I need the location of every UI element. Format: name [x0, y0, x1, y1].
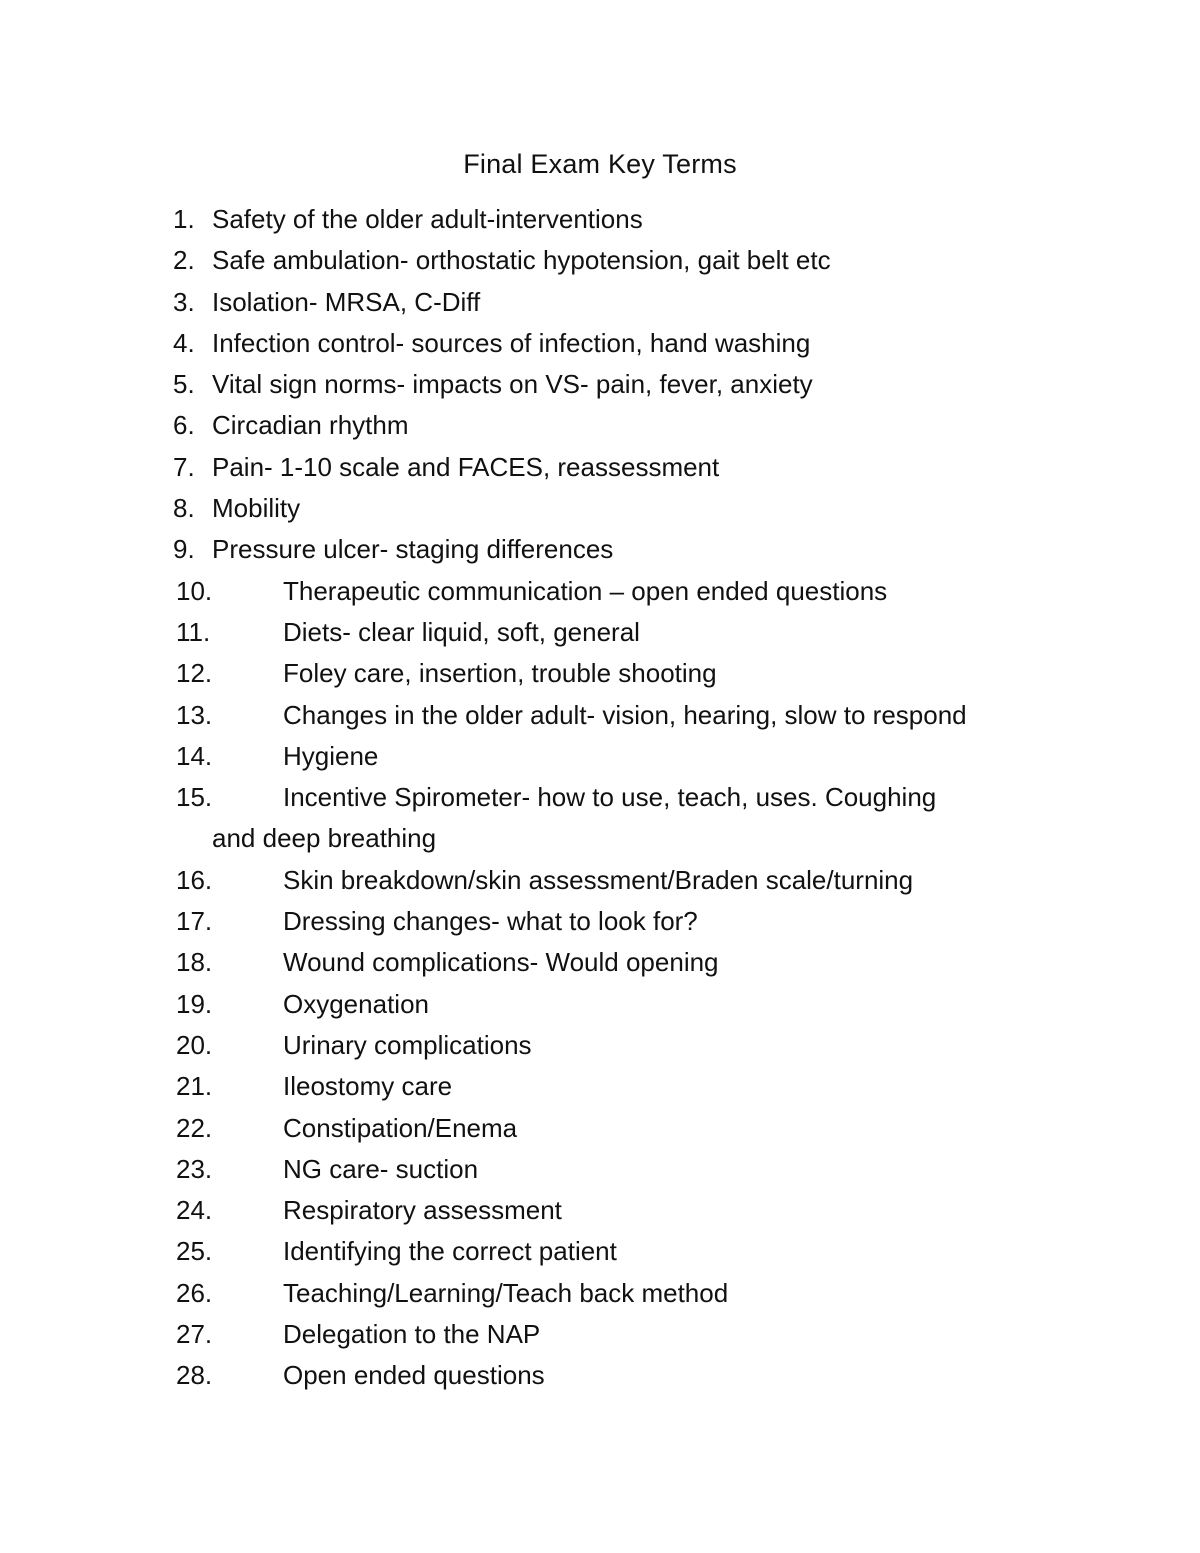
item-number: 2.	[173, 245, 195, 276]
item-text: Hygiene	[283, 740, 379, 771]
list-item	[0, 1111, 1200, 1152]
item-number: 16.	[176, 864, 213, 895]
list-item	[0, 615, 1200, 656]
list-item	[0, 326, 1200, 367]
item-text: Identifying the correct patient	[283, 1236, 617, 1267]
item-number: 28.	[176, 1360, 213, 1391]
item-text: NG care- suction	[283, 1153, 479, 1184]
item-number: 3.	[173, 286, 195, 317]
list-item	[0, 780, 1200, 863]
item-text: Diets- clear liquid, soft, general	[283, 616, 640, 647]
list-item	[0, 739, 1200, 780]
item-text: Urinary complications	[283, 1029, 532, 1060]
list-item	[0, 1028, 1200, 1069]
item-number: 7.	[173, 451, 195, 482]
item-text: Isolation- MRSA, C-Diff	[212, 286, 481, 317]
item-number: 26.	[176, 1277, 213, 1308]
item-number: 24.	[176, 1195, 213, 1226]
list-item	[0, 367, 1200, 408]
key-terms-list	[0, 202, 1200, 1400]
item-text: Oxygenation	[283, 988, 429, 1019]
item-text-continuation: and deep breathing	[212, 823, 437, 854]
item-number: 19.	[176, 988, 213, 1019]
list-item	[0, 656, 1200, 697]
item-text: Pressure ulcer- staging differences	[212, 534, 614, 565]
item-number: 9.	[173, 534, 195, 565]
list-item	[0, 863, 1200, 904]
item-text: Safe ambulation- orthostatic hypotension, gait belt etc	[212, 245, 831, 276]
list-item	[0, 904, 1200, 945]
list-item	[0, 491, 1200, 532]
item-text: Infection control- sources of infection, hand washing	[212, 327, 811, 358]
item-text: Changes in the older adult- vision, hearing, slow to respond	[283, 699, 967, 730]
item-text: Wound complications- Would opening	[283, 947, 719, 978]
item-text: Pain- 1-10 scale and FACES, reassessment	[212, 451, 720, 482]
list-item	[0, 285, 1200, 326]
item-number: 6.	[173, 410, 195, 441]
item-text: Foley care, insertion, trouble shooting	[283, 658, 717, 689]
list-item	[0, 1152, 1200, 1193]
item-text: Mobility	[212, 493, 301, 524]
item-number: 14.	[176, 740, 213, 771]
item-text: Teaching/Learning/Teach back method	[283, 1277, 729, 1308]
item-text: Respiratory assessment	[283, 1195, 562, 1226]
list-item	[0, 1358, 1200, 1399]
item-number: 27.	[176, 1319, 213, 1350]
item-text: Open ended questions	[283, 1360, 545, 1391]
list-item	[0, 408, 1200, 449]
item-number: 10.	[176, 575, 213, 606]
item-number: 21.	[176, 1071, 213, 1102]
item-number: 13.	[176, 699, 213, 730]
list-item	[0, 1234, 1200, 1275]
list-item	[0, 574, 1200, 615]
item-number: 15.	[176, 782, 213, 813]
list-item	[0, 1276, 1200, 1317]
list-item	[0, 243, 1200, 284]
list-item	[0, 945, 1200, 986]
item-text: Safety of the older adult-interventions	[212, 204, 643, 234]
item-number: 4.	[173, 327, 195, 358]
item-text: Circadian rhythm	[212, 410, 409, 441]
item-text: Incentive Spirometer- how to use, teach, uses. Coughing	[283, 782, 937, 813]
item-number: 11.	[176, 616, 211, 647]
list-item	[0, 202, 1200, 243]
list-item	[0, 532, 1200, 573]
item-text: Therapeutic communication – open ended questions	[283, 575, 888, 606]
item-text: Dressing changes- what to look for?	[283, 906, 698, 937]
item-number: 20.	[176, 1029, 213, 1060]
item-number: 1.	[173, 204, 195, 234]
item-number: 18.	[176, 947, 213, 978]
list-item	[0, 987, 1200, 1028]
item-number: 23.	[176, 1153, 213, 1184]
list-item	[0, 698, 1200, 739]
item-text: Skin breakdown/skin assessment/Braden scale/turning	[283, 864, 914, 895]
list-item	[0, 1193, 1200, 1234]
list-item	[0, 450, 1200, 491]
list-item	[0, 1317, 1200, 1358]
item-number: 8.	[173, 493, 195, 524]
list-item	[0, 1069, 1200, 1110]
item-number: 25.	[176, 1236, 213, 1267]
item-text: Constipation/Enema	[283, 1112, 518, 1143]
item-text: Vital sign norms- impacts on VS- pain, fever, anxiety	[212, 369, 813, 400]
item-number: 12.	[176, 658, 213, 689]
item-number: 22.	[176, 1112, 213, 1143]
item-number: 5.	[173, 369, 195, 400]
item-number: 17.	[176, 906, 213, 937]
item-text: Ileostomy care	[283, 1071, 453, 1102]
page-title: Final Exam Key Terms	[463, 149, 737, 179]
item-text: Delegation to the NAP	[283, 1319, 541, 1350]
